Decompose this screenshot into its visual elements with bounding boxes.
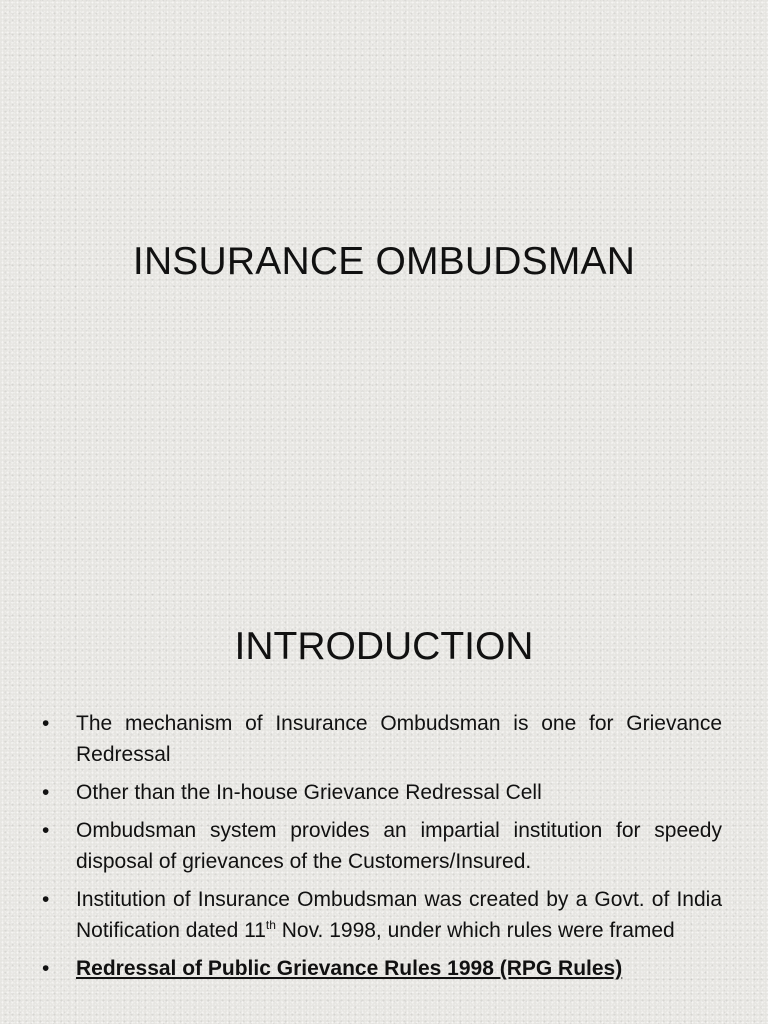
bullet-item bbox=[42, 953, 722, 984]
bullet-item bbox=[42, 708, 722, 770]
bullet-icon: • bbox=[42, 712, 50, 735]
bullet-item bbox=[42, 884, 722, 946]
bullet-text: Ombudsman system provides an impartial institution for speedy disposal of grievances of the Customers/Insured. bbox=[76, 819, 722, 873]
bullet-icon: • bbox=[42, 781, 50, 804]
bullet-text-part: Nov. 1998, under which rules were framed bbox=[275, 919, 675, 942]
bullet-text: The mechanism of Insurance Ombudsman is one for Grievance Redressal bbox=[76, 712, 722, 766]
bullet-item bbox=[42, 815, 722, 877]
bullet-list bbox=[42, 708, 722, 991]
slide-title: INSURANCE OMBUDSMAN bbox=[132, 240, 636, 283]
bullet-text bbox=[76, 884, 722, 946]
bullet-item bbox=[42, 777, 722, 808]
date-superscript: th bbox=[265, 918, 276, 932]
bullet-icon: • bbox=[42, 957, 50, 980]
bullet-icon: • bbox=[42, 819, 50, 842]
bullet-text-part: Institution of Insurance Ombudsman was created by a Govt. of India Notification dated 11 bbox=[76, 888, 722, 942]
introduction-slide bbox=[0, 576, 768, 1024]
bullet-text: Other than the In-house Grievance Redressal Cell bbox=[76, 781, 542, 804]
slide-heading: INTRODUCTION bbox=[234, 625, 534, 668]
rpg-rules-heading: Redressal of Public Grievance Rules 1998 (RPG Rules) bbox=[76, 957, 623, 980]
bullet-icon: • bbox=[42, 888, 50, 911]
